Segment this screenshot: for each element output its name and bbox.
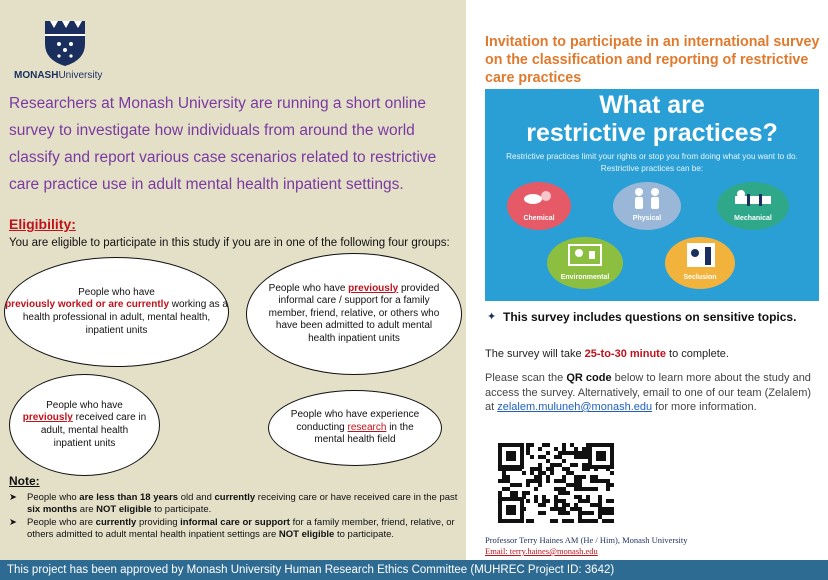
duration-highlight: 25-to-30 minute xyxy=(584,348,666,360)
group-text: in the mental health field xyxy=(314,421,414,446)
group-highlight: previously xyxy=(348,282,399,294)
eligibility-group-researcher xyxy=(268,390,442,466)
restraint-bed-icon xyxy=(733,188,773,210)
group-text: provided informal care / support for a family member, friend, relative, or others who have been admitted to adult mental health inpatient units xyxy=(268,282,440,344)
people-holding-icon xyxy=(629,185,665,213)
type-label: Physical xyxy=(632,215,662,222)
poster-subtitle: Restrictive practices limit your rights or stop you from doing what you want to do. Restrictive practices can be: xyxy=(506,152,798,173)
note-item: ➤ People who are currently providing informal care or support for a family member, friend, relative, or others admitted to adult mental health inpatient settings are NOT eligible to participate. xyxy=(9,517,455,540)
note-title: Note: xyxy=(9,474,40,488)
group-text: People who have xyxy=(78,286,155,298)
group-text: People who have xyxy=(268,282,346,294)
note-item: ➤ People who are less than 18 years old and currently receiving care or have received care in the past six months are NOT eligible to participate. xyxy=(9,492,458,515)
professor-credit: Professor Terry Haines AM (He / Him), Monash University xyxy=(485,535,688,545)
physical-illustration xyxy=(613,182,681,230)
eligibility-group-health-professional xyxy=(4,257,229,367)
type-label: Environmental xyxy=(560,274,610,281)
group-text: working as a health professional in adult, mental health, inpatient units xyxy=(22,299,228,336)
group-text: People who have xyxy=(46,399,123,411)
seclusion-illustration xyxy=(665,237,735,289)
group-text: received care in adult, mental health inpatient units xyxy=(40,412,147,449)
group-highlight: research xyxy=(347,421,387,433)
monash-logo xyxy=(14,18,124,84)
note-list xyxy=(9,492,464,542)
seclusion-room-icon xyxy=(683,241,719,269)
eligibility-group-consumer xyxy=(9,374,160,476)
eligibility-text: You are eligible to participate in this study if you are in one of the following four groups: xyxy=(9,237,450,249)
scan-instructions: Please scan the QR code below to learn more about the study and access the survey. Alternatively, email to one of our team (Zelalem) at zelalem.muluneh@monash.edu for more information. xyxy=(485,372,812,413)
survey-qr-code[interactable] xyxy=(498,443,614,523)
ethics-approval-footer: This project has been approved by Monash University Human Research Ethics Committee (MUHREC Project ID: 3642) xyxy=(0,560,828,580)
team-email-link[interactable]: zelalem.muluneh@monash.edu xyxy=(497,401,653,413)
restrictive-practices-poster xyxy=(485,89,819,301)
group-highlight: previously xyxy=(22,412,73,424)
monash-crest-icon xyxy=(40,18,90,68)
environmental-illustration xyxy=(547,237,623,289)
logo-wordmark: MONASHUniversity xyxy=(14,70,103,81)
poster-heading: What are restrictive practices? xyxy=(526,91,778,147)
eligibility-title: Eligibility: xyxy=(9,216,76,232)
pill-icon xyxy=(521,186,557,212)
group-text: People who have experience conducting xyxy=(290,409,420,433)
sensitive-topics-warning: This survey includes questions on sensitive topics. xyxy=(503,310,797,324)
type-label: Chemical xyxy=(523,215,555,222)
bullet-arrow-icon: ➤ xyxy=(9,517,17,528)
type-label: Mechanical xyxy=(734,215,772,222)
survey-duration: The survey will take 25-to-30 minute to complete. xyxy=(485,348,729,360)
bullet-arrow-icon: ➤ xyxy=(9,492,17,503)
intro-text: Researchers at Monash University are running a short online survey to investigate how individuals from around the world classify and report various case scenarios related to restrictive care practice use in adult mental health inpatient settings. xyxy=(9,95,437,193)
mechanical-illustration xyxy=(717,182,789,230)
group-highlight: previously worked or are currently xyxy=(5,299,170,311)
sparkle-bullet-icon: ✦ xyxy=(487,311,497,323)
eligibility-group-informal-carer xyxy=(246,253,462,375)
locked-room-icon xyxy=(565,241,605,269)
professor-email-link[interactable]: Email: terry.haines@monash.edu xyxy=(485,546,598,556)
invitation-title: Invitation to participate in an international survey on the classification and reporting of restrictive care practices xyxy=(485,34,820,86)
chemical-illustration xyxy=(507,182,571,230)
type-label: Seclusion xyxy=(683,274,717,281)
